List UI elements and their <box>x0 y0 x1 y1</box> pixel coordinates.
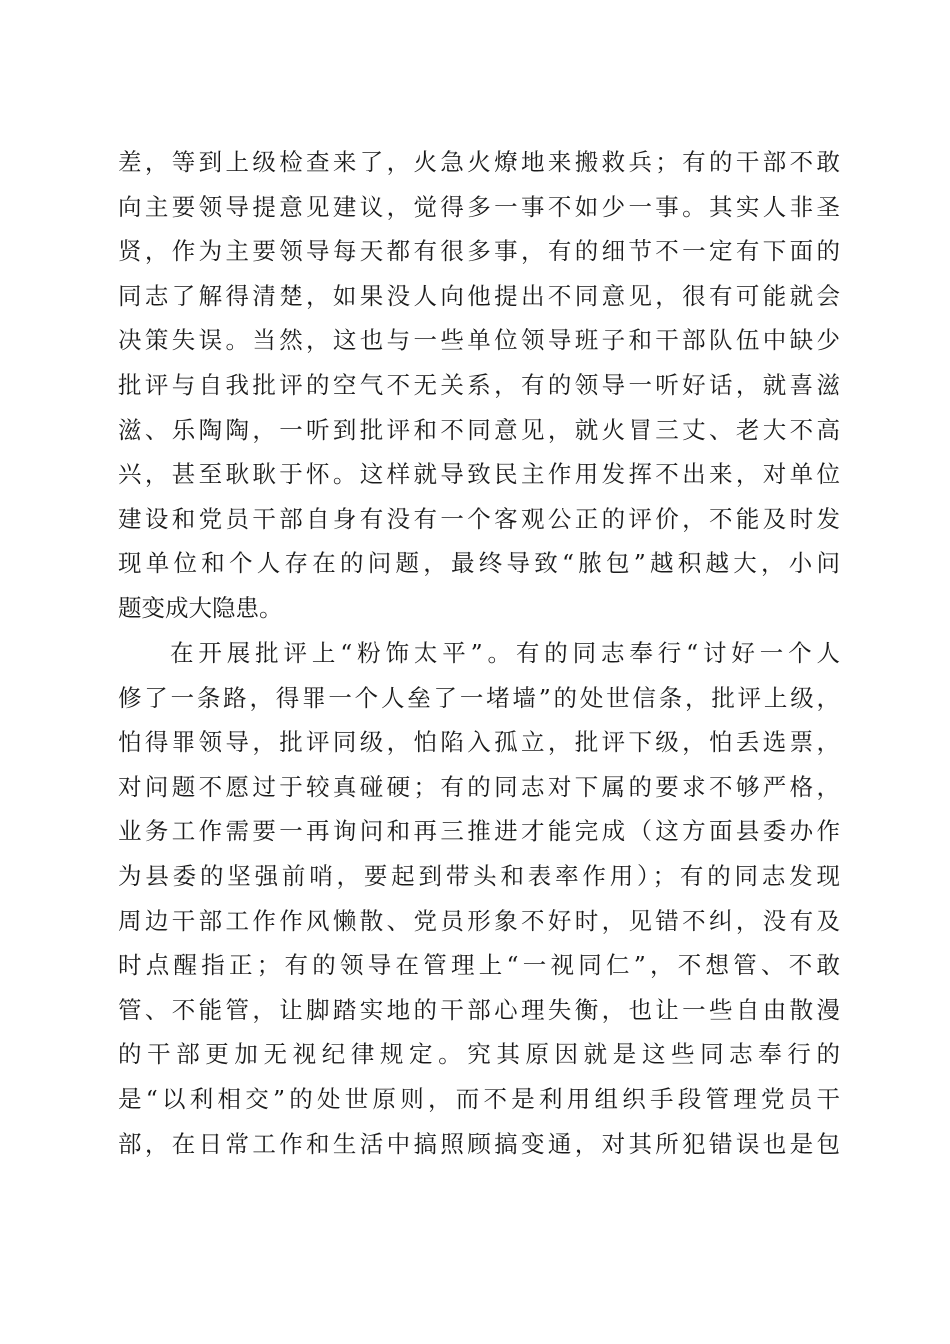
paragraph-line: 批评与自我批评的空气不无关系，有的领导一听好话，就喜滋 <box>118 370 840 399</box>
paragraph-line: 怕得罪领导，批评同级，怕陷入孤立，批评下级，怕丢选票， <box>118 728 840 757</box>
paragraph-line: 建设和党员干部自身有没有一个客观公正的评价，不能及时发 <box>118 504 840 533</box>
paragraph-line: 时点醒指正；有的领导在管理上“一视同仁”，不想管、不敢 <box>118 951 840 980</box>
paragraph-line: 贤，作为主要领导每天都有很多事，有的细节不一定有下面的 <box>118 237 840 266</box>
paragraph-2 <box>118 631 840 1166</box>
paragraph-line: 为县委的坚强前哨，要起到带头和表率作用）；有的同志发现 <box>118 861 840 890</box>
paragraph-line: 决策失误。当然，这也与一些单位领导班子和干部队伍中缺少 <box>118 326 840 355</box>
paragraph-line: 滋、乐陶陶，一听到批评和不同意见，就火冒三丈、老大不高 <box>118 415 840 444</box>
paragraph-line: 修了一条路，得罪一个人垒了一堵墙”的处世信条，批评上级， <box>118 683 840 712</box>
paragraph-line: 部，在日常工作和生活中搞照顾搞变通，对其所犯错误也是包 <box>118 1129 840 1158</box>
paragraph-line: 兴，甚至耿耿于怀。这样就导致民主作用发挥不出来，对单位 <box>118 460 840 489</box>
paragraph-line: 在开展批评上“粉饰太平”。有的同志奉行“讨好一个人 <box>170 639 840 667</box>
paragraph-line: 差，等到上级检查来了，火急火燎地来搬救兵；有的干部不敢 <box>118 148 840 176</box>
paragraph-line: 对问题不愿过于较真碰硬；有的同志对下属的要求不够严格， <box>118 772 840 801</box>
paragraph-line: 向主要领导提意见建议，觉得多一事不如少一事。其实人非圣 <box>118 192 840 221</box>
paragraph-line: 是“以利相交”的处世原则，而不是利用组织手段管理党员干 <box>118 1084 840 1113</box>
paragraph-line: 周边干部工作作风懒散、党员形象不好时，见错不纠，没有及 <box>118 906 840 935</box>
paragraph-line: 同志了解得清楚，如果没人向他提出不同意见，很有可能就会 <box>118 281 840 310</box>
paragraph-line: 业务工作需要一再询问和再三推进才能完成（这方面县委办作 <box>118 817 840 846</box>
paragraph-line: 管、不能管，让脚踏实地的干部心理失衡，也让一些自由散漫 <box>118 995 840 1024</box>
paragraph-line: 题变成大隐患。 <box>118 593 283 622</box>
paragraph-line: 的干部更加无视纪律规定。究其原因就是这些同志奉行的 <box>118 1040 840 1069</box>
paragraph-line: 现单位和个人存在的问题，最终导致“脓包”越积越大，小问 <box>118 549 840 578</box>
paragraph-1 <box>118 140 840 631</box>
